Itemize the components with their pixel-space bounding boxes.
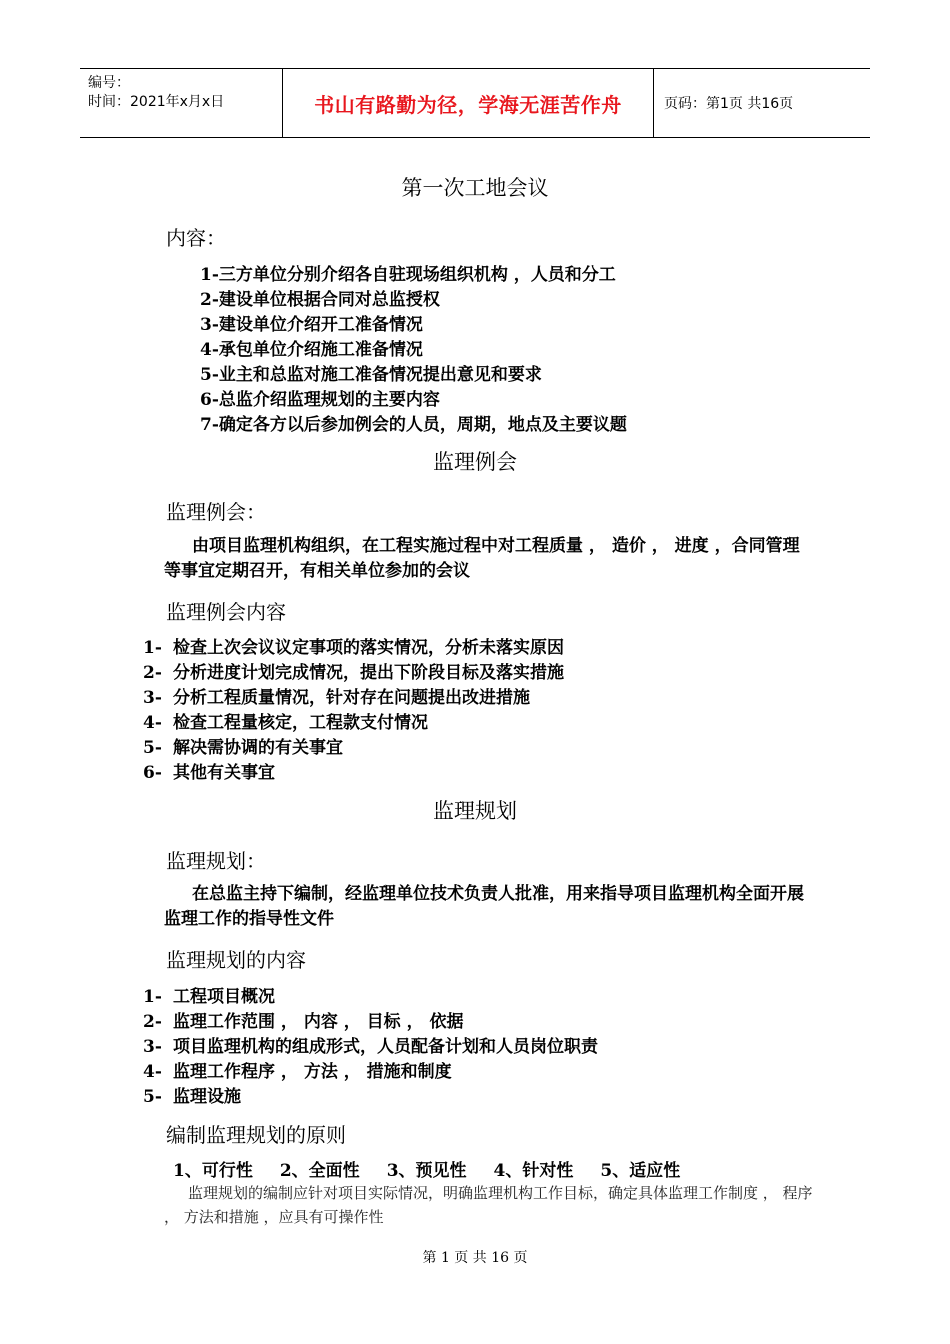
number-label: 编号： xyxy=(88,75,130,91)
list-item-text: 工程项目概况 xyxy=(173,987,275,1007)
section3-definition xyxy=(164,882,814,932)
section1-title: 第一次工地会议 xyxy=(401,176,549,200)
list-item: 3-建设单位介绍开工准备情况 xyxy=(200,315,423,335)
list-item xyxy=(143,1007,464,1032)
list-item xyxy=(143,733,343,758)
principle-item: 4、针对性 xyxy=(493,1161,574,1181)
list-item-text: 分析工程质量情况，针对存在问题提出改进措施 xyxy=(173,688,530,708)
header-motto-cell xyxy=(283,69,654,137)
list-item: 2-建设单位根据合同对总监授权 xyxy=(200,290,440,310)
list-item-text: 检查工程量核定，工程款支付情况 xyxy=(173,713,428,733)
list-item: 6-总监介绍监理规划的主要内容 xyxy=(200,390,440,410)
list-item-text: 检查上次会议议定事项的落实情况，分析未落实原因 xyxy=(173,638,564,658)
page-info: 页码：第1页 共16页 xyxy=(664,96,794,112)
list-item: 1-三方单位分别介绍各自驻现场组织机构 ，人员和分工 xyxy=(200,265,616,285)
section2-def-text: 由项目监理机构组织，在工程实施过程中对工程质量 ， 造价 ， 进度 ，合同管理等事宜定期召开，有相关单位参加的会议 xyxy=(164,536,800,581)
list-item-text: 分析进度计划完成情况，提出下阶段目标及落实措施 xyxy=(173,663,564,683)
principles-label: 编制监理规划的原则 xyxy=(166,1123,346,1147)
header-table xyxy=(80,68,870,138)
section1-content-label: 内容： xyxy=(166,226,226,250)
list-item-number: 5- xyxy=(143,738,162,758)
list-item: 5-业主和总监对施工准备情况提出意见和要求 xyxy=(200,365,542,385)
list-item-text: 监理工作范围 ， 内容 ， 目标 ， 依据 xyxy=(173,1012,464,1032)
list-item xyxy=(143,1032,598,1057)
list-item-number: 3- xyxy=(143,1037,162,1057)
section3-def-label: 监理规划： xyxy=(166,849,266,873)
motto-text: 书山有路勤为径，学海无涯苦作舟 xyxy=(314,92,622,117)
time-label: 时间：2021年x月x日 xyxy=(88,94,225,110)
list-item xyxy=(143,633,564,658)
principles-note-text: 监理规划的编制应针对项目实际情况，明确监理机构工作目标，确定具体监理工作制度 ， 程序 ， 方法和措施 ，应具有可操作性 xyxy=(164,1184,813,1226)
list-item xyxy=(143,758,275,783)
section2-title: 监理例会 xyxy=(433,450,517,474)
section2-definition xyxy=(164,534,814,584)
principle-item: 2、全面性 xyxy=(279,1161,360,1181)
list-item xyxy=(143,1082,241,1107)
section3-def-text: 在总监主持下编制，经监理单位技术负责人批准，用来指导项目监理机构全面开展监理工作的指导性文件 xyxy=(164,884,804,929)
list-item-text: 项目监理机构的组成形式，人员配备计划和人员岗位职责 xyxy=(173,1037,598,1057)
list-item-number: 5- xyxy=(143,1087,162,1107)
principles-list xyxy=(173,1156,707,1181)
list-item-number: 1- xyxy=(143,638,162,658)
section2-def-label: 监理例会： xyxy=(166,500,266,524)
list-item: 7-确定各方以后参加例会的人员，周期，地点及主要议题 xyxy=(200,415,627,435)
list-item xyxy=(143,683,530,708)
section3-content-label: 监理规划的内容 xyxy=(166,948,306,972)
list-item xyxy=(143,1057,452,1082)
principle-item: 3、预见性 xyxy=(386,1161,467,1181)
list-item: 4-承包单位介绍施工准备情况 xyxy=(200,340,423,360)
header-meta-cell xyxy=(80,69,283,137)
list-item-text: 其他有关事宜 xyxy=(173,763,275,783)
list-item-number: 2- xyxy=(143,1012,162,1032)
list-item-text: 监理设施 xyxy=(173,1087,241,1107)
list-item-text: 监理工作程序 ， 方法 ， 措施和制度 xyxy=(173,1062,452,1082)
list-item-number: 3- xyxy=(143,688,162,708)
list-item xyxy=(143,982,275,1007)
principle-item: 1、可行性 xyxy=(173,1161,253,1181)
list-item-number: 4- xyxy=(143,1062,162,1082)
list-item-number: 6- xyxy=(143,763,162,783)
principles-note xyxy=(164,1181,814,1229)
list-item-number: 4- xyxy=(143,713,162,733)
section2-content-label: 监理例会内容 xyxy=(166,600,286,624)
list-item-number: 1- xyxy=(143,987,162,1007)
list-item xyxy=(143,658,564,683)
page-footer: 第 1 页 共 16 页 xyxy=(422,1250,528,1266)
list-item-text: 解决需协调的有关事宜 xyxy=(173,738,343,758)
list-item-number: 2- xyxy=(143,663,162,683)
principle-item: 5、适应性 xyxy=(600,1161,681,1181)
section3-title: 监理规划 xyxy=(433,799,517,823)
list-item xyxy=(143,708,428,733)
